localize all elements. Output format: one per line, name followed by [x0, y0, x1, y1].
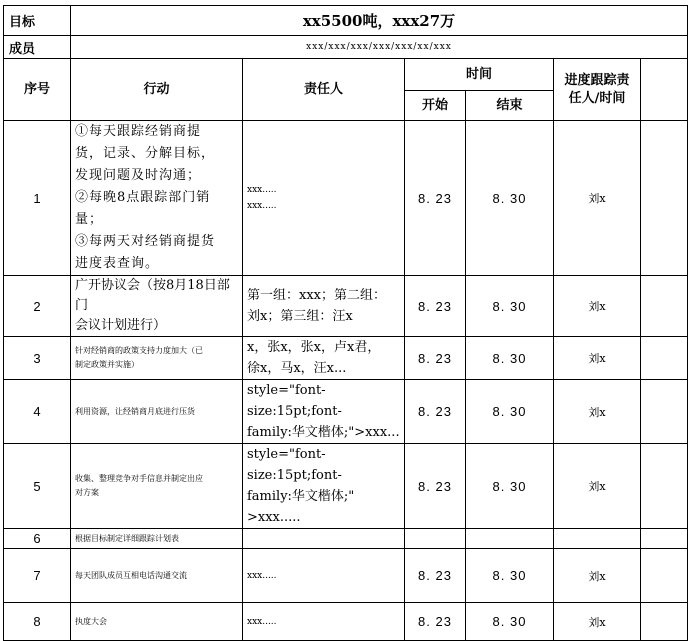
col-extra-header — [641, 59, 688, 121]
col-time-header: 时间 — [405, 59, 554, 91]
row-responsible — [243, 337, 405, 380]
row-seq: 1 — [4, 121, 71, 276]
responsible-line: family:华文楷体;">xxx... — [247, 425, 400, 440]
row-start — [405, 529, 466, 549]
row-end: 8. 30 — [466, 121, 554, 276]
row-tracker: 刘x — [554, 444, 641, 529]
row-start: 8. 23 — [405, 337, 466, 380]
row-responsible — [243, 276, 405, 337]
members-row — [4, 36, 688, 59]
action-line: ②每晚8点跟踪部门销 — [75, 190, 211, 205]
row-responsible — [243, 529, 405, 549]
row-tracker: 刘x — [554, 276, 641, 337]
row-end: 8. 30 — [466, 549, 554, 603]
row-action — [71, 444, 243, 529]
row-tracker: 刘x — [554, 603, 641, 641]
row-start: 8. 23 — [405, 121, 466, 276]
row-end — [466, 529, 554, 549]
action-line: 根据目标制定详细跟踪计划表 — [75, 533, 179, 543]
row-extra — [641, 121, 688, 276]
action-plan-table — [3, 5, 688, 641]
row-seq: 7 — [4, 549, 71, 603]
action-line: 针对经销商的政策支持力度加大（已 — [75, 346, 203, 355]
action-line: 对方案 — [75, 488, 99, 497]
goal-row — [4, 6, 688, 36]
row-responsible — [243, 121, 405, 276]
col-responsible-header: 责任人 — [243, 59, 405, 121]
col-tracker-header: 进度跟踪责任人/时间 — [554, 59, 641, 121]
members-value: xxx/xxx/xxx/xxx/xxx/xx/xxx — [71, 36, 688, 59]
row-extra — [641, 603, 688, 641]
action-line: 利用资源，让经销商月底进行压货 — [75, 406, 195, 416]
row-seq: 8 — [4, 603, 71, 641]
row-action — [71, 276, 243, 337]
responsible-line: xxx..... — [247, 616, 277, 627]
action-line: ①每天跟踪经销商提 — [75, 124, 202, 139]
row-start: 8. 23 — [405, 444, 466, 529]
row-seq: 3 — [4, 337, 71, 380]
row-end: 8. 30 — [466, 276, 554, 337]
col-start-header: 开始 — [405, 91, 466, 121]
row-action — [71, 603, 243, 641]
row-tracker — [554, 529, 641, 549]
row-seq: 6 — [4, 529, 71, 549]
row-action — [71, 121, 243, 276]
table-row — [4, 276, 688, 337]
row-action — [71, 337, 243, 380]
members-label: 成员 — [4, 36, 71, 59]
row-responsible — [243, 380, 405, 444]
row-seq: 4 — [4, 380, 71, 444]
row-seq: 2 — [4, 276, 71, 337]
row-tracker: 刘x — [554, 337, 641, 380]
action-line: 制定政策并实施） — [75, 360, 139, 369]
responsible-line: 刘x；第三组：汪x — [247, 309, 353, 324]
row-extra — [641, 337, 688, 380]
responsible-line: xxx..... — [247, 201, 277, 211]
action-line: 收集、整理竞争对手信息并制定出应 — [75, 474, 203, 483]
responsible-line: style="font-size:15pt;font- — [247, 447, 342, 483]
row-extra — [641, 380, 688, 444]
goal-label: 目标 — [4, 6, 71, 36]
row-tracker: 刘x — [554, 380, 641, 444]
row-action — [71, 380, 243, 444]
row-extra — [641, 276, 688, 337]
action-line: 发现问题及时沟通； — [75, 168, 202, 183]
action-line: 每天团队成员互相电话沟通交流 — [75, 570, 187, 580]
goal-value: xx5500吨，xxx27万 — [71, 6, 688, 36]
col-seq-header: 序号 — [4, 59, 71, 121]
row-end: 8. 30 — [466, 444, 554, 529]
row-end: 8. 30 — [466, 380, 554, 444]
responsible-line: xxx..... — [247, 185, 277, 195]
row-start: 8. 23 — [405, 549, 466, 603]
action-line: 执度大会 — [75, 616, 107, 626]
row-tracker: 刘x — [554, 121, 641, 276]
table-row — [4, 603, 688, 641]
row-seq: 5 — [4, 444, 71, 529]
responsible-line: style="font-size:15pt;font- — [247, 383, 342, 419]
row-end: 8. 30 — [466, 337, 554, 380]
row-start: 8. 23 — [405, 276, 466, 337]
col-action-header: 行动 — [71, 59, 243, 121]
row-start: 8. 23 — [405, 603, 466, 641]
action-line: 广开协议会（按8月18日部门 — [75, 278, 230, 313]
row-start: 8. 23 — [405, 380, 466, 444]
col-end-header: 结束 — [466, 91, 554, 121]
responsible-line: family:华文楷体;" — [247, 489, 355, 504]
header-row-1 — [4, 59, 688, 91]
action-line: 货，记录、分解目标， — [75, 146, 216, 161]
action-line: ③每两天对经销商提货 — [75, 234, 216, 249]
action-line: 进度表查询。 — [75, 256, 160, 271]
row-extra — [641, 529, 688, 549]
row-tracker: 刘x — [554, 549, 641, 603]
responsible-line: >xxx..... — [247, 510, 301, 525]
table-row — [4, 337, 688, 380]
table-row — [4, 529, 688, 549]
responsible-line: x，张x，张x，卢x君， — [247, 340, 381, 355]
table-body — [4, 121, 688, 641]
action-line: 量； — [75, 212, 104, 227]
responsible-line: 第一组：xxx；第二组： — [247, 288, 386, 303]
row-end: 8. 30 — [466, 603, 554, 641]
row-action — [71, 529, 243, 549]
table-row — [4, 380, 688, 444]
row-extra — [641, 444, 688, 529]
responsible-line: 徐x，马x，汪x... — [247, 361, 347, 376]
table-row — [4, 444, 688, 529]
table-row — [4, 121, 688, 276]
responsible-line: xxx..... — [247, 570, 277, 581]
row-responsible — [243, 444, 405, 529]
row-responsible — [243, 603, 405, 641]
action-line: 会议计划进行） — [75, 318, 167, 333]
